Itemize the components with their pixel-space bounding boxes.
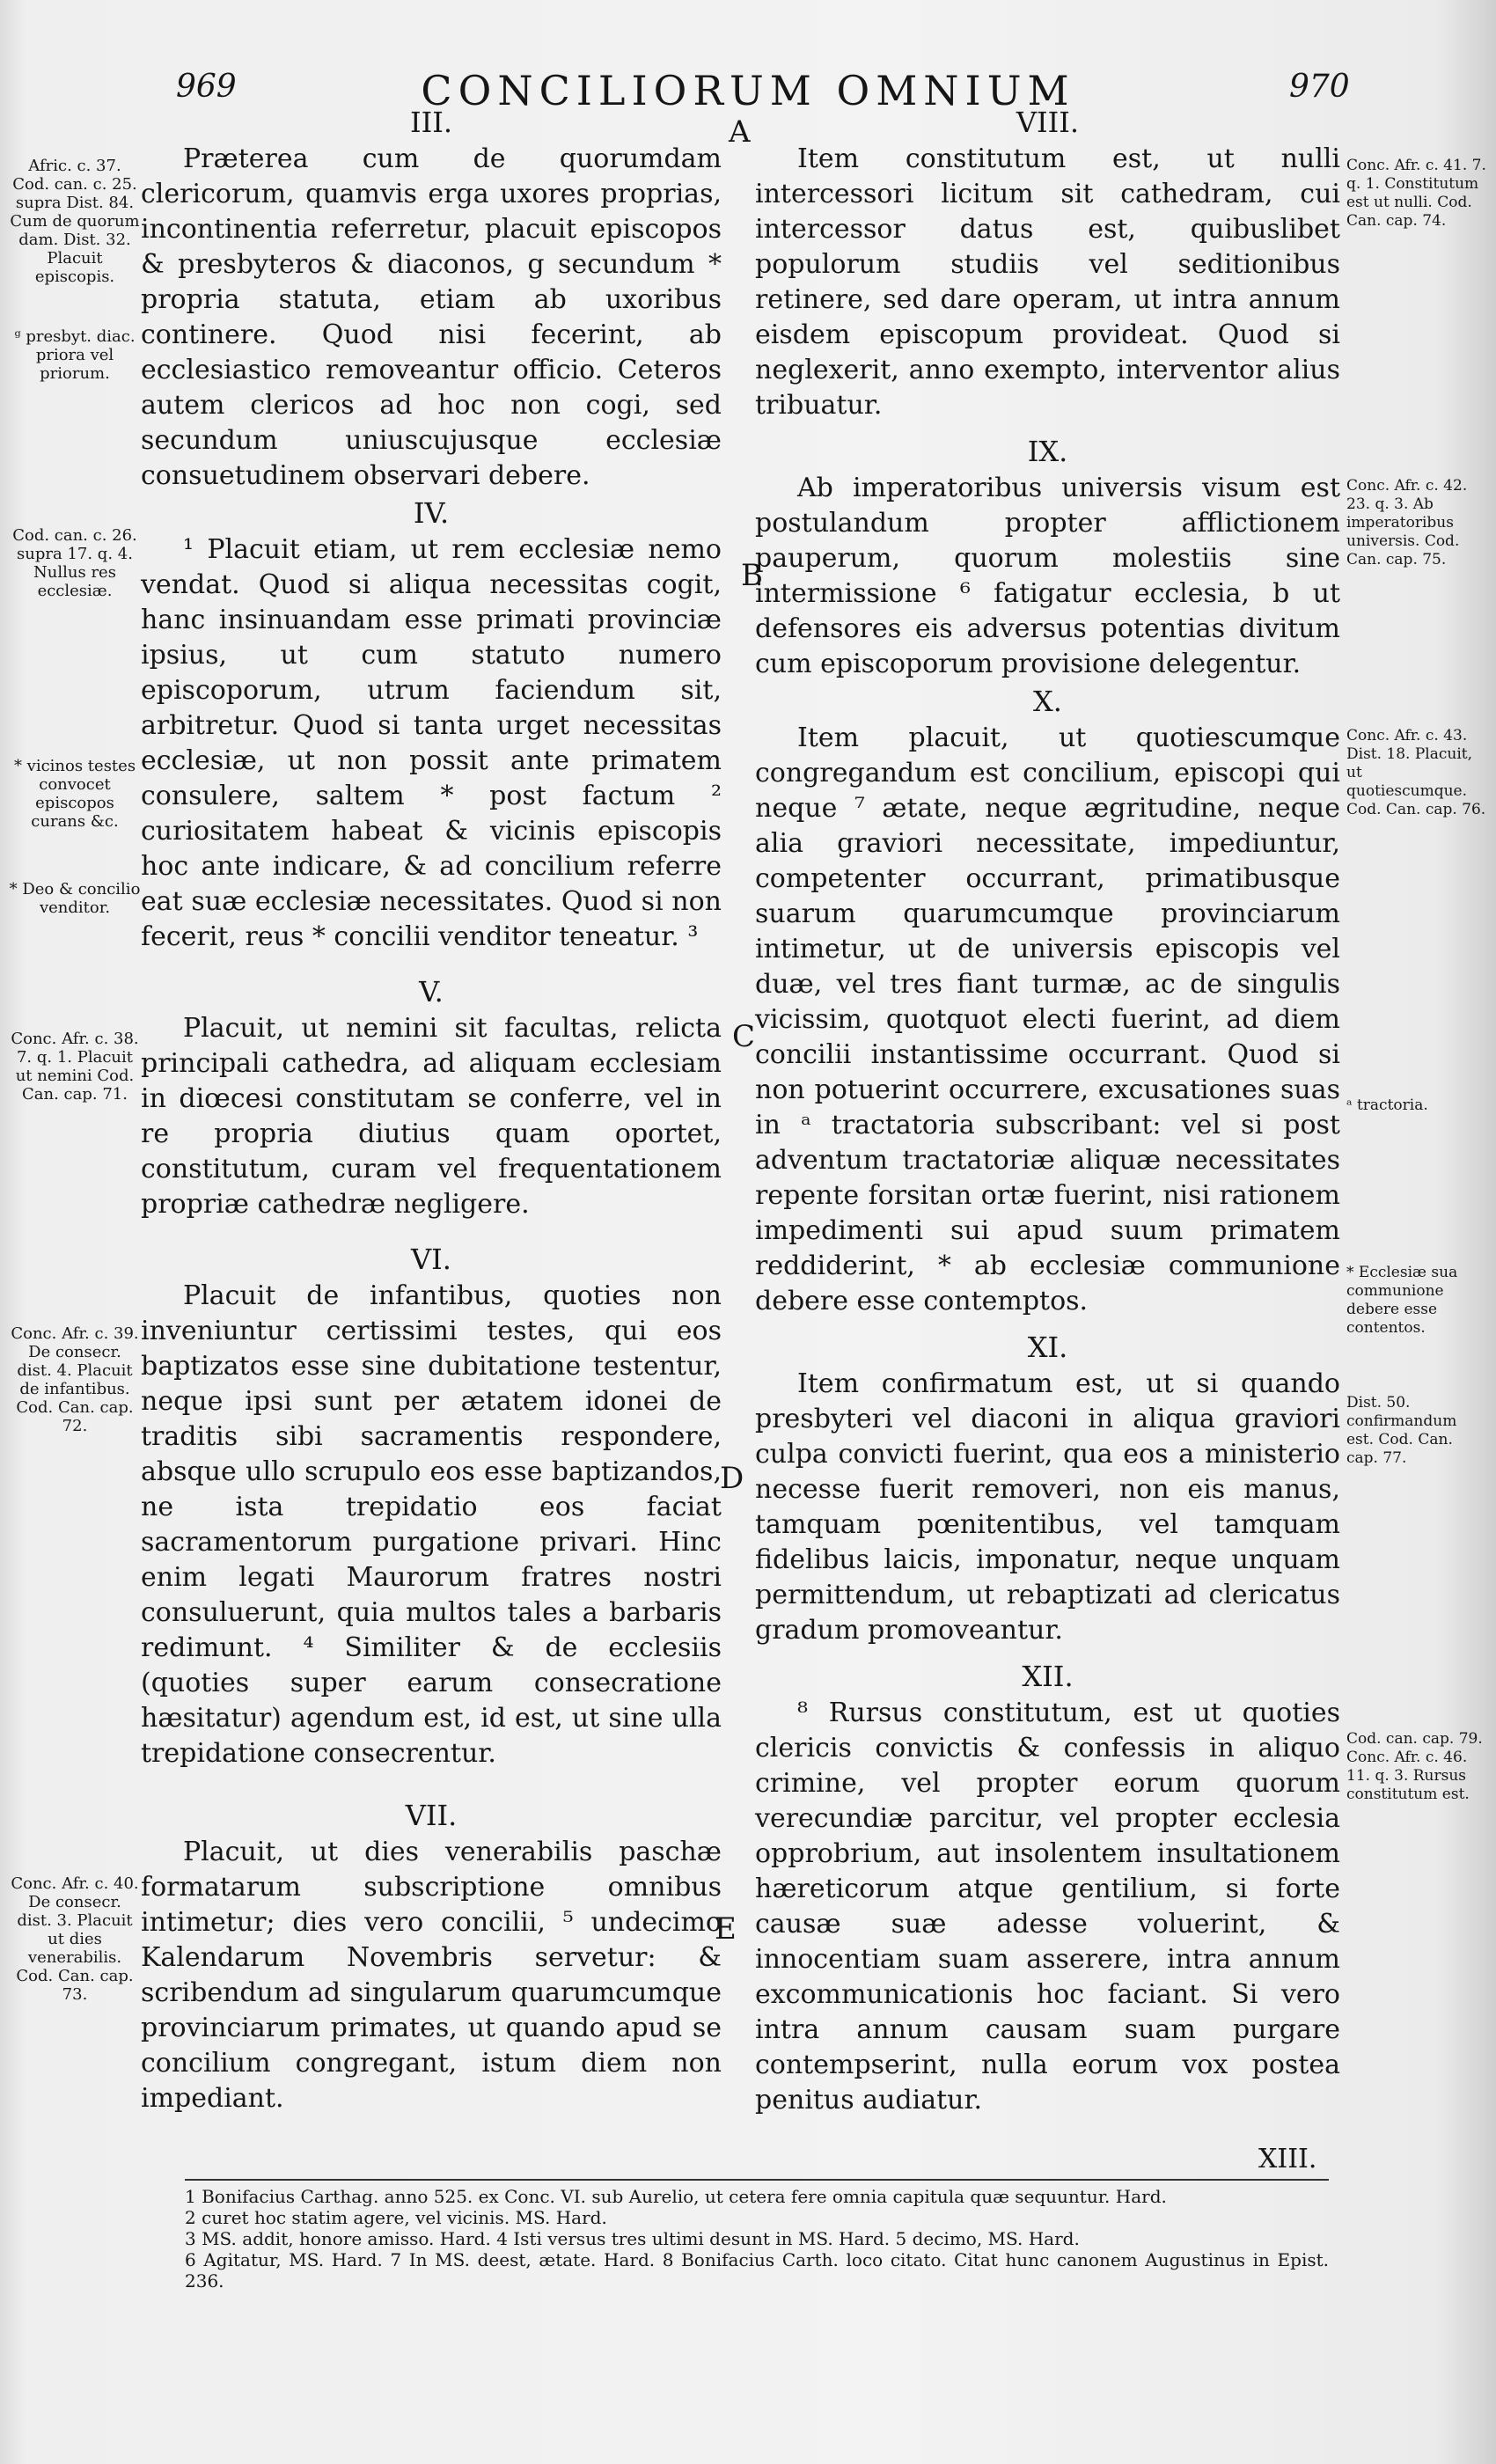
section-letter-a: A	[729, 114, 751, 150]
section-letter-b: B	[741, 558, 763, 593]
chapter-number: IV.	[413, 496, 450, 530]
margin-note-left: Conc. Afr. c. 40. De consecr. dist. 3. Placuit ut dies venerabilis. Cod. Can. cap. 73.	[11, 1874, 139, 2004]
footnote: 3 MS. addit, honore amisso. Hard. 4 Isti versus tres ultimi desunt in MS. Hard. 5 decimo, MS. Hard.	[185, 2228, 1080, 2249]
chapter-number: XII.	[1022, 1660, 1074, 1693]
footnote: 1 Bonifacius Carthag. anno 525. ex Conc. VI. sub Aurelio, ut cetera fere omnia capitula quæ sequuntur. Hard.	[185, 2186, 1167, 2207]
chapter-number: XI.	[1027, 1331, 1068, 1364]
margin-note-right: Conc. Afr. c. 43. Dist. 18. Placuit, ut quotiescumque. Cod. Can. cap. 76.	[1346, 727, 1486, 818]
chapter-text: Placuit, ut nemini sit facultas, relicta principali cathedra, ad aliquam ecclesiam in diœcesi constitutam se conferre, vel in re propria diutius quam oportet, constitutum, curam vel frequentationem propriæ cathedræ negligere.	[141, 1013, 722, 1220]
chapter-text: ¹ Placuit etiam, ut rem ecclesiæ nemo vendat. Quod si aliqua necessitas cogit, hanc insinuandam esse primati provinciæ ipsius, ut cum statuto numero episcoporum, utrum faciendum sit, arbitretur. Quod si tanta urget necessitas ecclesiæ, ut non possit ante primatem consulere, saltem * post factum ² curiositatem habeat & vicinis episcopis hoc ante indicare, & ad concilium referre eat suæ ecclesiæ necessitates. Quod si non fecerit, reus * concilii venditor teneatur. ³	[141, 534, 722, 952]
margin-note-right: Conc. Afr. c. 42. 23. q. 3. Ab imperatoribus universis. Cod. Can. cap. 75.	[1346, 477, 1468, 568]
section-letter-d: D	[720, 1461, 744, 1496]
chapter-9	[755, 432, 1340, 682]
chapter-text: Placuit, ut dies venerabilis paschæ formatarum subscriptione omnibus intimetur; dies vero concilii, ⁵ undecimo Kalendarum Novembris servetur: & scribendum ad singularum quarumcumque provinciarum primates, ut quando apud se concilium congregant, istum diem non impediant.	[141, 1837, 722, 2114]
margin-note-left: ᵍ presbyt. diac. priora vel priorum.	[14, 327, 136, 383]
chapter-10	[755, 682, 1340, 1319]
margin-note-right: Conc. Afr. c. 41. 7. q. 1. Constitutum est ut nulli. Cod. Can. cap. 74.	[1346, 157, 1486, 230]
page-number-right: 970	[1289, 69, 1350, 105]
margin-note-left: Afric. c. 37. Cod. can. c. 25. supra Dist. 84. Cum de quorum dam. Dist. 32. Placuit episcopis.	[10, 157, 140, 286]
chapter-number: IX.	[1027, 435, 1068, 468]
section-letter-e: E	[715, 1911, 737, 1947]
right-column	[755, 103, 1340, 2118]
chapter-number: III.	[409, 106, 453, 139]
margin-note-right: * Ecclesiæ sua communione debere esse contentos.	[1346, 1264, 1458, 1337]
chapter-12	[755, 1657, 1340, 2118]
chapter-number: V.	[419, 975, 444, 1008]
chapter-3	[141, 103, 722, 494]
left-column	[141, 103, 722, 2116]
chapter-number: VII.	[405, 1799, 458, 1832]
page-number-left: 969	[176, 69, 237, 105]
footnote: 2 curet hoc statim agere, vel vicinis. MS. Hard.	[185, 2207, 607, 2228]
chapter-7	[141, 1796, 722, 2116]
margin-note-left: Cod. can. c. 26. supra 17. q. 4. Nullus res ecclesiæ.	[12, 526, 137, 600]
chapter-4	[141, 494, 722, 955]
footnote: 6 Agitatur, MS. Hard. 7 In MS. deest, ætate. Hard. 8 Bonifacius Carth. loco citato. Citat hunc canonem Augustinus in Epist. 236.	[185, 2249, 1329, 2292]
margin-note-right: ᵃ tractoria.	[1346, 1096, 1428, 1114]
chapter-11	[755, 1328, 1340, 1648]
footnotes	[185, 2179, 1329, 2292]
chapter-text: Præterea cum de quorumdam clericorum, quamvis erga uxores proprias, incontinentia referretur, placuit episcopos & presbyteros & diaconos, g secundum * propria statuta, etiam ab uxoribus continere. Quod nisi fecerint, ab ecclesiastico removeantur officio. Ceteros autem clericos ad hoc non cogi, sed secundum uniuscujusque ecclesiæ consuetudinem observari debere.	[141, 143, 722, 491]
chapter-text: Ab imperatoribus universis visum est postulandum propter afflictionem pauperum, quorum molestiis sine intermissione ⁶ fatigatur ecclesia, b ut defensores eis adversus potentias divitum cum episcoporum provisione delegentur.	[755, 473, 1340, 679]
chapter-text: Item placuit, ut quotiescumque congregandum est concilium, episcopi qui neque ⁷ ætate, neque ægritudine, neque alia graviori necessitate, impediuntur, competenter occurrant, primatibusque suarum quarumcumque provinciarum intimetur, ut de universis episcopis vel duæ, vel tres fiant turmæ, ac de singulis vicissim, quotquot electi fuerint, ad diem concilii instantissime occurrant. Quod si non potuerint occurrere, excusationes suas in ᵃ tractatoria subscribant: vel si post adventum tractatoriæ aliquæ necessitates repente forsitan ortæ fuerint, nisi rationem impedimenti sui apud suum primatem reddiderint, * ab ecclesiæ communione debere esse contemptos.	[755, 722, 1340, 1316]
margin-note-left: Conc. Afr. c. 38. 7. q. 1. Placuit ut nemini Cod. Can. cap. 71.	[11, 1030, 139, 1104]
chapter-number: X.	[1033, 685, 1062, 718]
chapter-5	[141, 972, 722, 1222]
chapter-text: ⁸ Rursus constitutum, est ut quoties clericis convictis & confessis in aliquo crimine, vel propter eorum quorum verecundiæ parcitur, vel propter ecclesia opprobrium, aut insolentem insultationem hæreticorum atque gentilium, si forte causæ suæ adesse voluerint, & innocentiam suam asserere, intra annum excommunicationis hoc faciant. Si vero intra annum causam suam purgare contempserint, nulla eorum vox postea penitus audiatur.	[755, 1698, 1340, 2116]
margin-note-right: Dist. 50. confirmandum est. Cod. Can. cap. 77.	[1346, 1394, 1457, 1467]
catchword: XIII.	[1258, 2144, 1317, 2174]
chapter-text: Item constitutum est, ut nulli intercessori licitum sit cathedram, cui intercessor datus est, quibuslibet populorum studiis vel seditionibus retinere, sed dare operam, ut intra annum eisdem episcopum provideat. Quod si neglexerit, anno exempto, interventor alius tribuatur.	[755, 143, 1340, 421]
chapter-6	[141, 1240, 722, 1771]
margin-note-left: * Deo & concilio venditor.	[9, 880, 141, 917]
chapter-text: Item confirmatum est, ut si quando presbyteri vel diaconi in aliqua graviori culpa convicti fuerint, qua eos a ministerio necesse fuerit removeri, non eis manus, tamquam pœnitentibus, vel tamquam fidelibus laicis, imponatur, neque unquam permittendum, ut rebaptizati ad clericatus gradum promoveantur.	[755, 1368, 1340, 1646]
margin-note-left: * vicinos testes convocet episcopos curans &c.	[13, 757, 136, 831]
section-letter-c: C	[732, 1019, 756, 1054]
chapter-8	[755, 103, 1340, 423]
chapter-text: Placuit de infantibus, quoties non inveniuntur certissimi testes, qui eos baptizatos esse sine dubitatione testentur, neque ipsi sunt per ætatem idonei de traditis sibi sacramentis respondere, absque ullo scrupulo eos esse baptizandos, ne ista trepidatio eos faciat sacramentorum purgatione privari. Hinc enim legati Maurorum fratres nostri consuluerunt, quia multos tales a barbaris redimunt. ⁴ Similiter & de ecclesiis (quoties super earum consecratione hæsitatur) agendum est, id est, ut sine ulla trepidatione consecrentur.	[141, 1280, 722, 1769]
margin-note-right: Cod. can. cap. 79. Conc. Afr. c. 46. 11. q. 3. Rursus constitutum est.	[1346, 1730, 1483, 1803]
chapter-number: VIII.	[1016, 106, 1080, 139]
margin-note-left: Conc. Afr. c. 39. De consecr. dist. 4. Placuit de infantibus. Cod. Can. cap. 72.	[11, 1324, 139, 1435]
running-title: CONCILIORUM OMNIUM	[421, 67, 1075, 114]
chapter-number: VI.	[411, 1243, 451, 1276]
